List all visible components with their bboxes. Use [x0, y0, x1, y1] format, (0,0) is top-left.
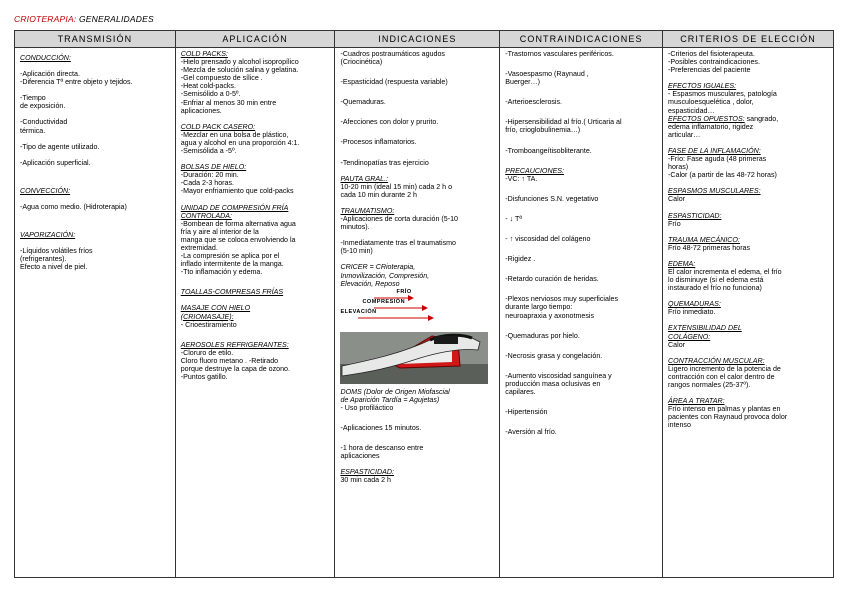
criterio-line: rangos normales (25-37º).	[668, 381, 751, 389]
aplicacion-line: -La compresión se aplica por el	[180, 252, 280, 261]
criterio-line: lo disminuye (si el edema está	[668, 276, 764, 285]
contraindicacion-line: Buerger…)	[505, 78, 540, 87]
unidad-compresion-heading: UNIDAD DE COMPRESIÓN FRÍA	[180, 203, 289, 212]
aplicacion-line: -Heat cold-packs.	[180, 82, 236, 91]
traumatismo-heading: TRAUMATISMO:	[340, 206, 395, 215]
criterio-line: instaurado el frío no funciona)	[668, 284, 762, 293]
transmision-line: -Conductividad	[20, 118, 68, 127]
aplicacion-line: fría y aire al interior de la	[180, 227, 259, 236]
criterio-text: sangrado,	[744, 114, 779, 123]
aplicacion-line: manga que se coloca envolviendo la	[180, 235, 296, 244]
masaje-hielo-heading: MASAJE CON HIELO	[180, 304, 251, 313]
indicacion-line: minutos).	[340, 223, 370, 232]
criterio-line: musculoesquelética , dolor,	[668, 98, 754, 107]
precaucion-line: -Retardo curación de heridas.	[505, 275, 599, 284]
pauta-heading: PAUTA GRAL.:	[340, 174, 389, 183]
espasmos-heading: ESPASMOS MUSCULARES:	[668, 187, 761, 196]
figure-label-compresion: COMPRESIÓN	[362, 298, 406, 305]
figure-label-frio: FRÍO	[396, 288, 412, 295]
criterio-line: - Espasmos musculares, patología	[668, 90, 777, 99]
indicacion-line: -1 hora de descanso entre	[340, 444, 424, 453]
transmision-line: térmica.	[20, 126, 46, 135]
transmision-line: -Aplicación superficial.	[20, 158, 91, 167]
transmision-line: -Diferencia Tª entre objeto y tejidos.	[20, 78, 133, 87]
quemaduras-heading: QUEMADURAS:	[668, 300, 721, 309]
precaucion-line: -Plexos nerviosos muy superficiales	[505, 295, 619, 304]
criterio-line: pacientes con Raynaud provoca dolor	[668, 413, 788, 422]
contraindicacion-line: frío, crioglobulinemia…)	[505, 126, 581, 135]
contraindicacion-line: -Vasoespasmo (Raynaud ,	[505, 70, 589, 79]
aplicacion-line: -Cloruro de etilo.	[180, 348, 234, 357]
transmision-line: -Líquidos volátiles fríos	[20, 247, 93, 256]
aerosoles-heading: AEROSOLES REFRIGERANTES:	[180, 340, 289, 349]
indicacion-line: -Afecciones con dolor y prurito.	[340, 118, 439, 127]
cold-packs-heading: COLD PACKS:	[180, 50, 228, 58]
indicacion-line: cada 10 min durante 2 h	[340, 190, 417, 199]
cricer-line	[340, 263, 495, 271]
aplicacion-line: extremidad.	[180, 243, 218, 252]
indicacion-line: aplicaciones	[340, 452, 380, 461]
title-subtitle: GENERALIDADES	[76, 14, 154, 24]
aplicacion-line: -Mayor enfriamiento que cold-packs	[180, 187, 294, 196]
trauma-mecanico-heading: TRAUMA MECÁNICO:	[668, 235, 740, 244]
indicacion-line: -Cuadros postraumáticos agudos	[340, 50, 445, 58]
criterio-line: -Frío: Fase aguda (48 primeras	[668, 155, 767, 164]
criterio-line: Frío	[668, 219, 681, 228]
precaucion-line: -Aversión al frío.	[505, 428, 557, 437]
criterio-line: -Posibles contraindicaciones.	[668, 58, 760, 67]
criterio-line: intenso	[668, 421, 691, 430]
transmision-line: -Agua como medio. (Hidroterapia)	[20, 202, 127, 211]
header-transmision: TRANSMISIÓN	[15, 31, 176, 48]
doms-heading-2: de Aparición Tardía = Agujetas)	[340, 395, 440, 404]
aplicacion-line: -Cada 2-3 horas.	[180, 179, 234, 188]
header-row	[15, 31, 834, 48]
title-topic: CRIOTERAPIA:	[14, 14, 77, 24]
efectos-iguales-heading: EFECTOS IGUALES:	[668, 82, 737, 91]
vaporizacion-heading: VAPORIZACIÓN:	[20, 231, 76, 240]
transmision-line: de exposición.	[20, 102, 66, 111]
precaucion-line: - ↓ Tª	[505, 214, 522, 223]
indicacion-line: -Aplicaciones de corta duración (5-10	[340, 215, 458, 224]
precaucion-line: neuroapraxia y axonotmesis	[505, 311, 594, 320]
indicacion-line: (Criocinética)	[340, 58, 383, 67]
aplicacion-line: -Puntos gatillo.	[180, 373, 228, 382]
transmision-line: -Aplicación directa.	[20, 70, 80, 79]
precaucion-line: -Hipertensión	[505, 408, 548, 417]
aplicacion-line: Cloro fluoro metano . -Retirado	[180, 356, 279, 365]
masaje-hielo-heading-2: (CRIOMASAJE):	[180, 312, 234, 321]
criterio-line: Frío intenso en palmas y plantas en	[668, 405, 781, 414]
indicacion-line: -Quemaduras.	[340, 98, 386, 107]
contraindicacion-line: -Trastornos vasculares periféricos.	[505, 50, 614, 58]
header-contraindicaciones: CONTRAINDICACIONES	[500, 31, 663, 48]
transmision-line: -Tiempo	[20, 94, 46, 103]
extensibilidad-heading-2: COLÁGENO:	[668, 332, 711, 341]
figure-label-elevacion: ELEVACIÓN	[340, 308, 377, 315]
cell-aplicacion	[175, 48, 335, 578]
criterio-line: -Criterios del fisioterapeuta.	[668, 50, 755, 58]
aplicacion-line: -Gel compuesto de sílice .	[180, 74, 263, 83]
extensibilidad-heading: EXTENSIBILIDAD DEL	[668, 324, 742, 333]
indicacion-line: -Procesos inflamatorios.	[340, 138, 417, 147]
edema-heading: EDEMA:	[668, 259, 696, 268]
transmision-line: Efecto a nivel de piel.	[20, 263, 88, 272]
document-title	[14, 14, 154, 24]
aplicacion-line: -Duración: 20 min.	[180, 171, 239, 180]
indicacion-line: -Espasticidad (respuesta variable)	[340, 78, 448, 87]
criterio-line: espasticidad…	[668, 106, 715, 115]
precaucion-line: -Aumento viscosidad sanguínea y	[505, 371, 612, 380]
cricer-text: CRICER = CRioterapia,	[340, 263, 416, 272]
aplicacion-line: -Semisólida a -5º.	[180, 147, 237, 156]
criterio-line: El calor incrementa el edema, el frío	[668, 267, 782, 276]
conduccion-heading: CONDUCCIÓN:	[20, 54, 71, 62]
unidad-compresion-heading-2: CONTROLADA:	[180, 211, 232, 220]
espasticidad-criterio-heading: ESPASTICIDAD:	[668, 211, 722, 220]
cell-transmision	[15, 48, 176, 578]
aplicacion-line: -Hielo prensado y alcohol isopropílico	[180, 58, 299, 67]
cell-criterios	[663, 48, 834, 578]
criterio-line: articular…	[668, 130, 701, 139]
contraindicacion-line: -Arterioesclerosis.	[505, 98, 563, 107]
doms-heading: DOMS (Dolor de Origen Miofascial	[340, 387, 450, 396]
content-row	[15, 48, 834, 578]
criterio-line: Ligero incremento de la potencia de	[668, 364, 781, 373]
precaucion-line: -Necrosis grasa y congelación.	[505, 351, 603, 360]
criterio-line: edema inflamatorio, rigidez	[668, 122, 754, 131]
contraccion-heading: CONTRACCIÓN MUSCULAR:	[668, 356, 765, 365]
contraindicacion-line: -Tromboangeítisobliterante.	[505, 146, 592, 155]
precaucion-line: -Rigidez .	[505, 255, 536, 264]
criterio-line: -Calor (a partir de las 48-72 horas)	[668, 171, 777, 180]
criterio-line: contracción con el calor dentro de	[668, 372, 775, 381]
aplicacion-line: agua y alcohol en una proporción 4:1.	[180, 138, 300, 147]
aplicacion-line: -Mezcla de solución salina y gelatina.	[180, 66, 299, 75]
header-criterios: CRITERIOS DE ELECCIÓN	[663, 31, 834, 48]
indicacion-line: (5-10 min)	[340, 247, 373, 256]
precaucion-line: - ↑ viscosidad del colágeno	[505, 235, 591, 244]
indicacion-line: - Uso profiláctico	[340, 403, 394, 412]
header-aplicacion: APLICACIÓN	[175, 31, 335, 48]
criterio-line: Frío inmediato.	[668, 308, 716, 317]
aplicacion-line: -Tto inflamación y edema.	[180, 268, 263, 277]
indicacion-line: 30 min cada 2 h	[340, 476, 391, 485]
criterio-line: Calor	[668, 195, 685, 204]
aplicacion-line: -Semisólido a 0-5º.	[180, 90, 241, 99]
contraindicacion-line: -Hipersensibilidad al frío.( Urticaria al	[505, 118, 622, 127]
criterio-line: Frío 48-72 primeras horas	[668, 243, 751, 252]
precaucion-line: producción masa oclusivas en	[505, 379, 601, 388]
cold-pack-casero-heading: COLD PACK CASERO:	[180, 122, 256, 131]
cricer-line: Inmovilización, Compresión,	[340, 271, 430, 280]
efectos-opuestos-line	[668, 115, 829, 123]
aplicacion-line: -Enfriar al menos 30 min entre	[180, 98, 277, 107]
transmision-line: -Tipo de agente utilizado.	[20, 142, 100, 151]
transmision-line: (refrigerantes).	[20, 255, 67, 264]
cell-indicaciones	[335, 48, 500, 578]
aplicacion-line: inflado intermitente de la manga.	[180, 260, 284, 269]
criterio-line: Calor	[668, 340, 685, 349]
precaucion-line: -VC: ↑ TA.	[505, 174, 538, 183]
toallas-heading: TOALLAS-COMPRESAS FRÍAS	[180, 288, 284, 297]
indicacion-line: -Aplicaciones 15 minutos.	[340, 423, 422, 432]
aplicacion-line: - Crioestiramiento	[180, 320, 237, 329]
header-indicaciones: INDICACIONES	[335, 31, 500, 48]
precaucion-line: durante largo tiempo:	[505, 303, 573, 312]
aplicacion-line: -Mezclar en una bolsa de plástico,	[180, 130, 289, 139]
precaucion-line: -Quemaduras por hielo.	[505, 331, 580, 340]
indicacion-line: -Tendinopatías tras ejercicio	[340, 158, 429, 167]
precaucion-line: capilares.	[505, 387, 536, 396]
precaucion-line: -Disfunciones S.N. vegetativo	[505, 194, 599, 203]
precauciones-heading: PRECAUCIONES:	[505, 166, 564, 175]
efectos-opuestos-heading: EFECTOS OPUESTOS:	[668, 114, 745, 123]
criterio-line: -Preferencias del paciente	[668, 66, 751, 75]
cricer-line: Elevación, Reposo	[340, 279, 400, 288]
indicacion-line: -Inmediatamente tras el traumatismo	[340, 239, 456, 248]
bolsas-hielo-heading: BOLSAS DE HIELO:	[180, 163, 247, 172]
aplicacion-line: -Bombean de forma alternativa agua	[180, 219, 296, 228]
fase-inflamacion-heading: FASE DE LA INFLAMACIÓN:	[668, 146, 761, 155]
crioterapia-table	[14, 30, 834, 578]
cricer-illustration	[340, 288, 488, 384]
area-tratar-heading: ÁREA A TRATAR:	[668, 397, 725, 406]
indicacion-line: 10-20 min (ideal 15 min) cada 2 h o	[340, 182, 453, 191]
aplicacion-line: aplicaciones.	[180, 106, 222, 115]
aplicacion-line: porque destruye la capa de ozono.	[180, 365, 290, 373]
cell-contraindicaciones	[500, 48, 663, 578]
conveccion-heading: CONVECCIÓN:	[20, 186, 71, 195]
espasticidad-heading: ESPASTICIDAD:	[340, 468, 394, 477]
criterio-line: horas)	[668, 163, 689, 172]
